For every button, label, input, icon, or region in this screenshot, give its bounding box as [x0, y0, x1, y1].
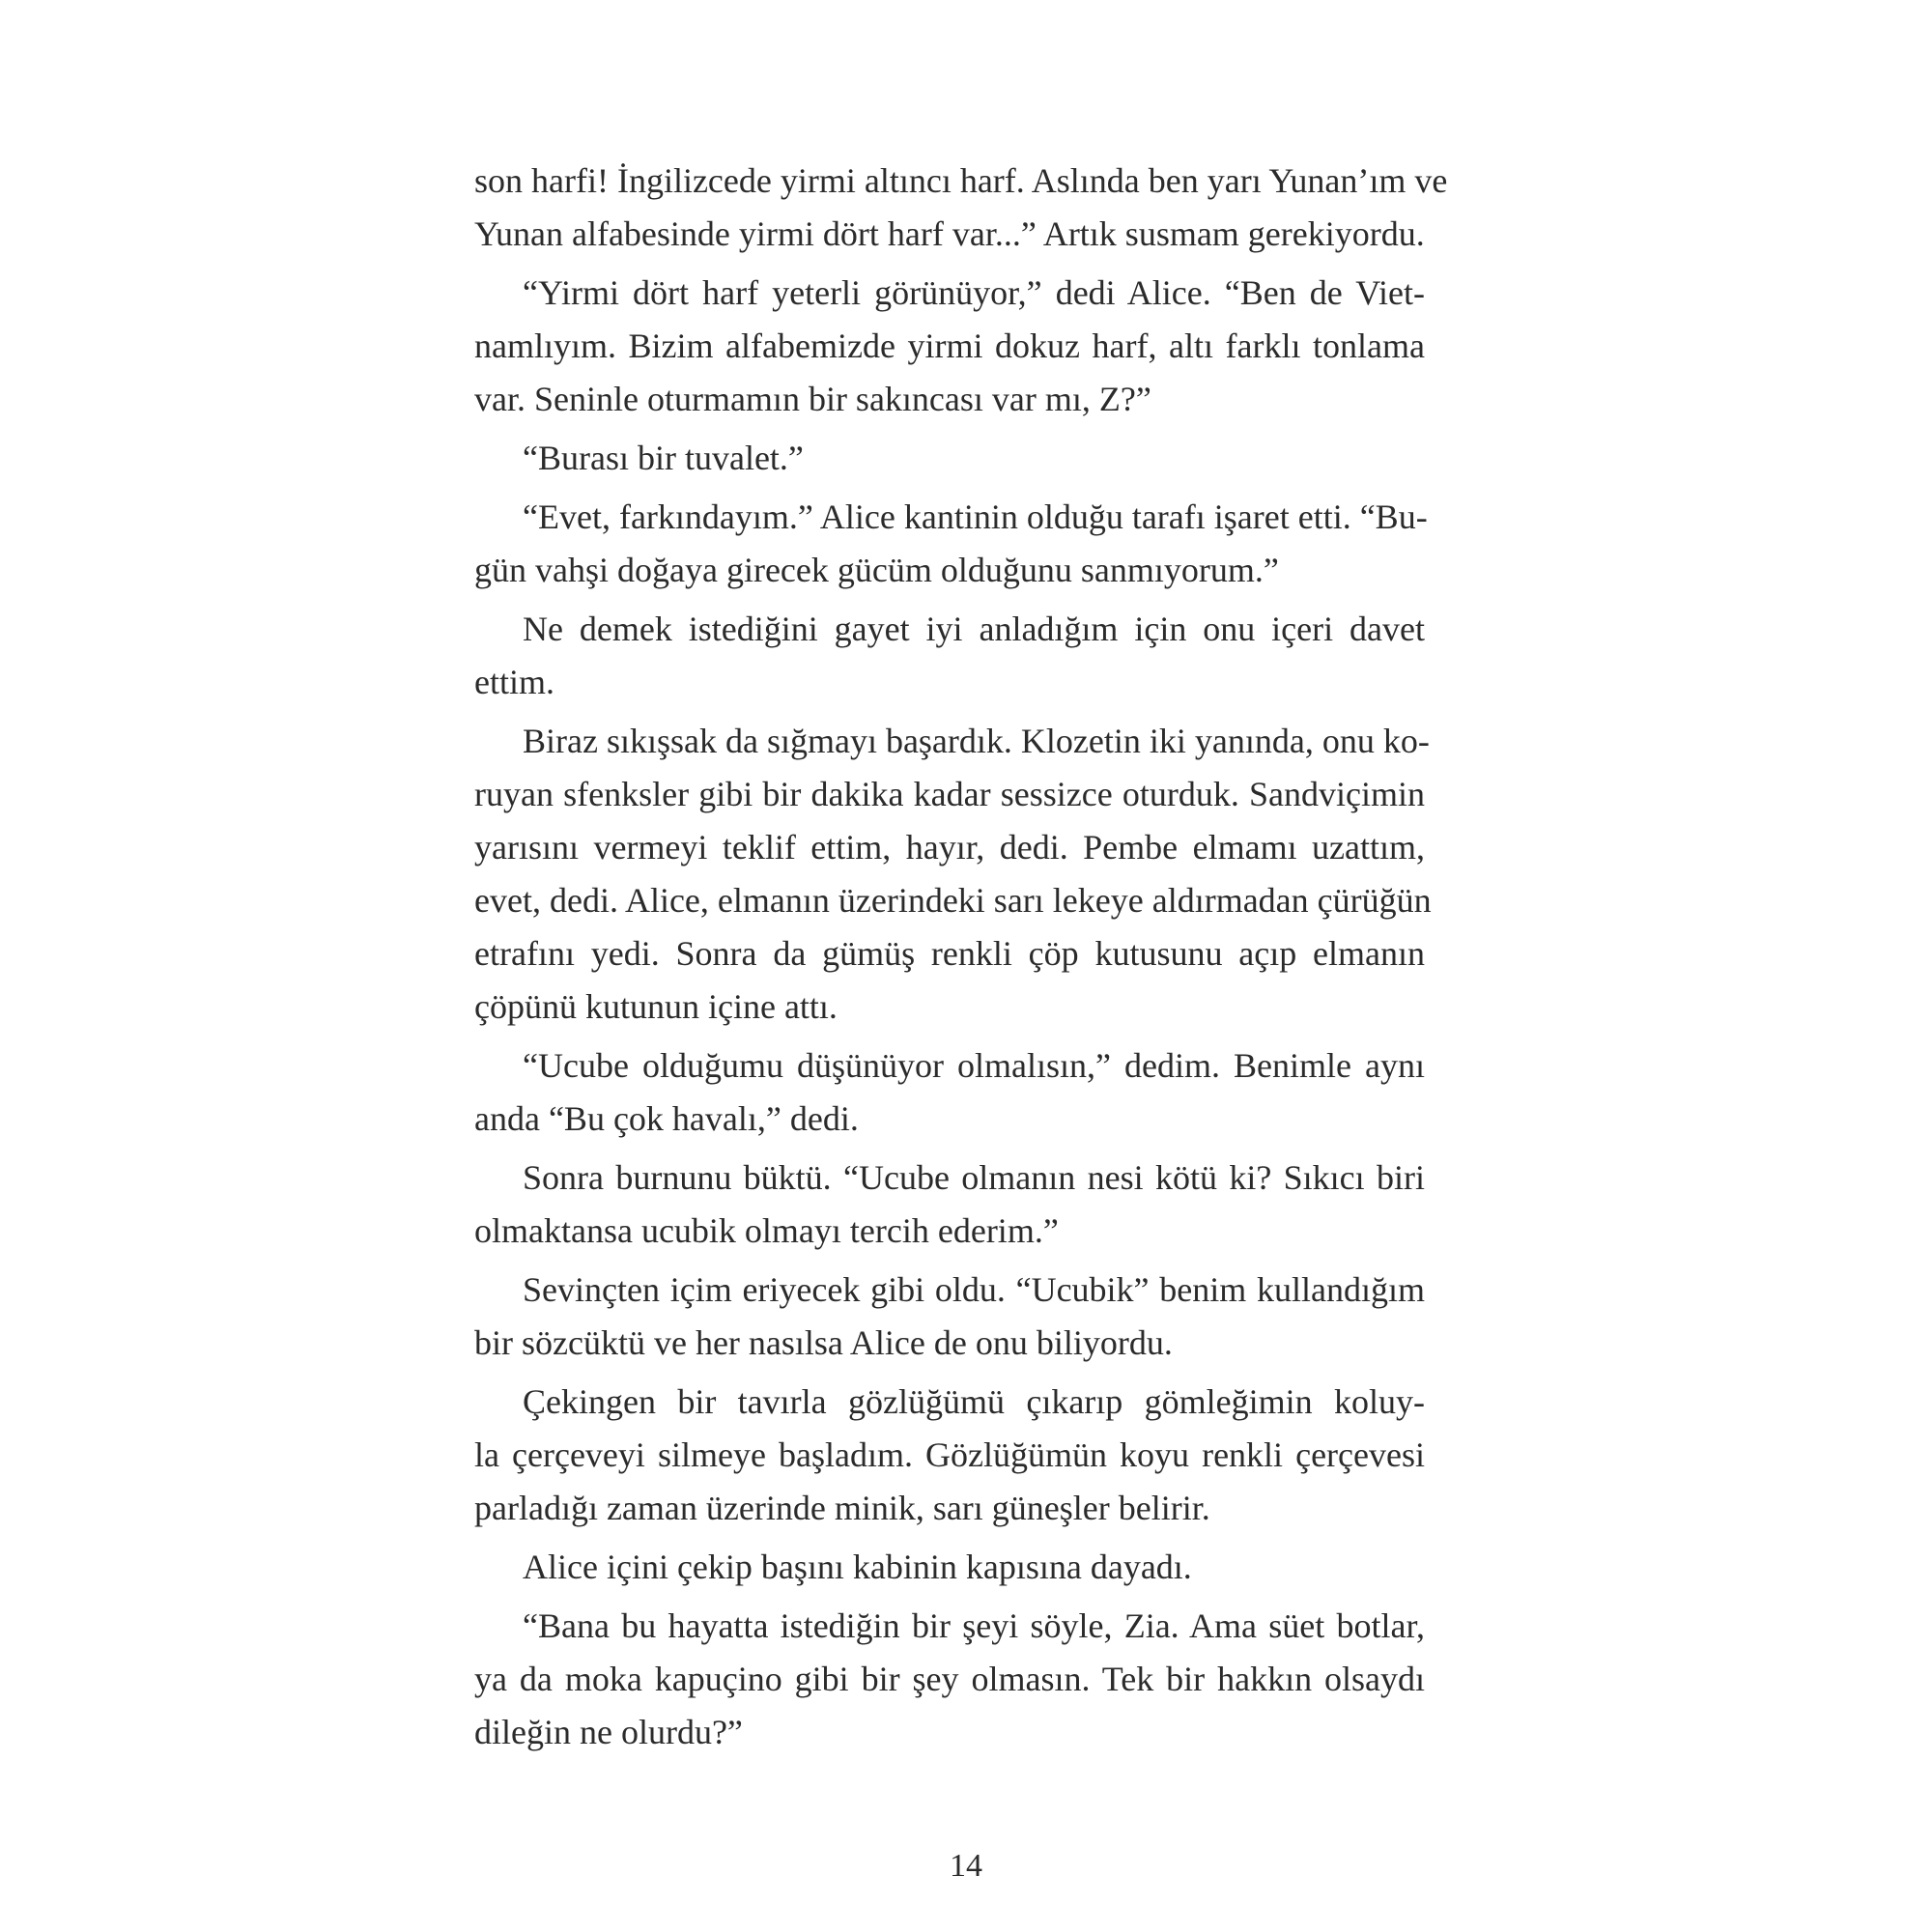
- text-line: la çerçeveyi silmeye başladım. Gözlüğümün koyu renkli çerçevesi: [474, 1435, 1425, 1474]
- paragraph: [474, 1264, 1425, 1370]
- text-line: var. Seninle oturmamın bir sakıncası var mı, Z?”: [474, 380, 1151, 418]
- text-line: “Burası bir tuvalet.”: [523, 439, 804, 477]
- body-text: [474, 155, 1448, 1759]
- text-line: ya da moka kapuçino gibi bir şey olmasın. Tek bir hakkın olsaydı: [474, 1660, 1425, 1698]
- text-line: yarısını vermeyi teklif ettim, hayır, dedi. Pembe elmamı uzattım,: [474, 828, 1425, 867]
- text-line: çöpünü kutunun içine attı.: [474, 987, 838, 1026]
- text-line: gün vahşi doğaya girecek gücüm olduğunu sanmıyorum.”: [474, 551, 1279, 589]
- text-line: Biraz sıkışsak da sığmayı başardık. Klozetin iki yanında, onu ko-: [523, 722, 1430, 760]
- text-line: Sonra burnunu büktü. “Ucube olmanın nesi kötü ki? Sıkıcı biri: [523, 1158, 1425, 1197]
- text-line: “Bana bu hayatta istediğin bir şeyi söyle, Zia. Ama süet botlar,: [523, 1606, 1425, 1645]
- text-line: Yunan alfabesinde yirmi dört harf var...” Artık susmam gerekiyordu.: [474, 214, 1425, 253]
- paragraph: [474, 603, 1425, 709]
- text-line: ruyan sfenksler gibi bir dakika kadar sessizce oturduk. Sandviçimin: [474, 775, 1425, 813]
- paragraph: [474, 1039, 1425, 1146]
- paragraph: [474, 715, 1432, 1034]
- text-line: bir sözcüktü ve her nasılsa Alice de onu biliyordu.: [474, 1323, 1173, 1362]
- paragraph: [474, 1600, 1425, 1759]
- text-line: anda “Bu çok havalı,” dedi.: [474, 1099, 859, 1138]
- paragraph: [474, 432, 1425, 485]
- paragraph: [474, 155, 1448, 261]
- text-line: parladığı zaman üzerinde minik, sarı güneşler belirir.: [474, 1489, 1210, 1527]
- text-line: namlıyım. Bizim alfabemizde yirmi dokuz harf, altı farklı tonlama: [474, 327, 1425, 365]
- paragraph: [474, 267, 1425, 426]
- text-line: evet, dedi. Alice, elmanın üzerindeki sarı lekeye aldırmadan çürüğün: [474, 881, 1432, 920]
- paragraph: [474, 1376, 1425, 1535]
- text-line: etrafını yedi. Sonra da gümüş renkli çöp kutusunu açıp elmanın: [474, 934, 1425, 973]
- paragraph: [474, 1151, 1425, 1258]
- text-line: “Evet, farkındayım.” Alice kantinin olduğu tarafı işaret etti. “Bu-: [523, 497, 1428, 536]
- paragraph: [474, 1541, 1425, 1594]
- text-line: olmaktansa ucubik olmayı tercih ederim.”: [474, 1211, 1059, 1250]
- text-line: Sevinçten içim eriyecek gibi oldu. “Ucubik” benim kullandığım: [523, 1270, 1425, 1309]
- text-line: “Yirmi dört harf yeterli görünüyor,” dedi Alice. “Ben de Viet-: [523, 273, 1425, 312]
- text-line: Çekingen bir tavırla gözlüğümü çıkarıp gömleğimin koluy-: [523, 1382, 1425, 1421]
- text-line: Ne demek istediğini gayet iyi anladığım için onu içeri davet: [523, 610, 1425, 648]
- page-number: 14: [950, 1848, 982, 1884]
- text-line: “Ucube olduğumu düşünüyor olmalısın,” dedim. Benimle aynı: [523, 1046, 1425, 1085]
- text-line: Alice içini çekip başını kabinin kapısına dayadı.: [523, 1548, 1192, 1586]
- text-line: ettim.: [474, 663, 554, 701]
- paragraph: [474, 491, 1428, 597]
- text-line: son harfi! İngilizcede yirmi altıncı harf. Aslında ben yarı Yunan’ım ve: [474, 161, 1448, 200]
- text-line: dileğin ne olurdu?”: [474, 1713, 743, 1751]
